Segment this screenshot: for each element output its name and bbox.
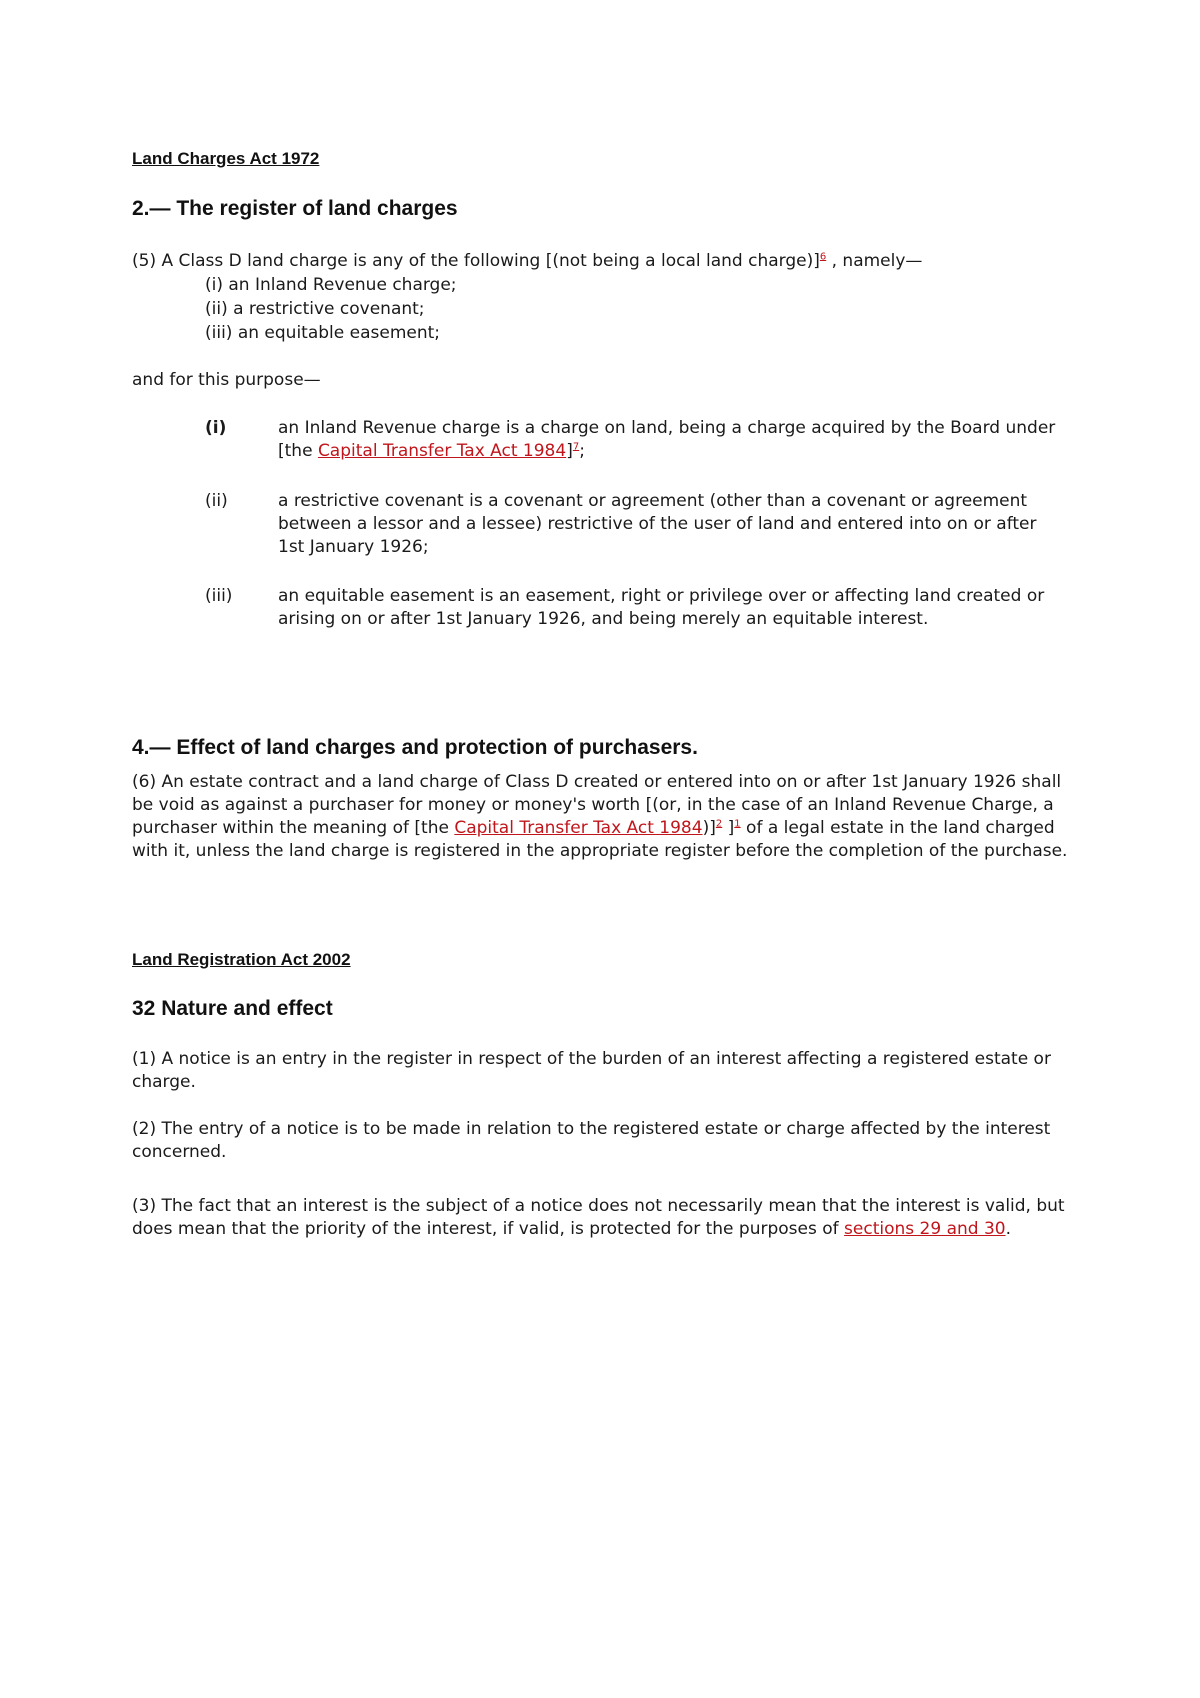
sections-29-30-link[interactable]: sections 29 and 30 [844, 1219, 1006, 1239]
section-32-heading: 32 Nature and effect [132, 997, 333, 1020]
definition-label: (i) [205, 418, 227, 438]
footnote-ref-1[interactable]: 1 [734, 818, 741, 830]
list-item: (iii) an equitable easement; [205, 323, 441, 343]
footnote-ref-2[interactable]: 2 [715, 818, 723, 830]
punctuation: ; [579, 441, 585, 461]
purpose-intro: and for this purpose— [132, 370, 321, 390]
subsection-5 [132, 250, 922, 273]
subsection-2: (2) The entry of a notice is to be made in relation to the registered estate or charge affected by the interest concerned. [132, 1119, 1051, 1162]
section-4-heading: 4.— Effect of land charges and protection of purchasers. [132, 736, 698, 759]
bracket: ] [722, 818, 735, 838]
subsection-1: (1) A notice is an entry in the register in respect of the burden of an interest affecting a registered estate or charge. [132, 1049, 1051, 1092]
act-title-lra: Land Registration Act 2002 [132, 950, 351, 969]
subsection-5-end: , namely— [826, 251, 923, 271]
subsection-6 [132, 771, 1072, 863]
capital-transfer-tax-link[interactable]: Capital Transfer Tax Act 1984 [317, 441, 567, 461]
bracket: )] [702, 818, 716, 838]
list-item: (ii) a restrictive covenant; [205, 299, 425, 319]
subsection-3-text: (3) The fact that an interest is the subject of a notice does not necessarily mean that the interest is valid, but does mean that the priority of the interest, if valid, is protected for the purposes of [132, 1196, 1065, 1239]
punctuation: . [1005, 1219, 1011, 1239]
definition-equitable-easement: an equitable easement is an easement, right or privilege over or affecting land created or arising on or after 1st January 1926, and being merely an equitable interest. [278, 586, 1045, 629]
subsection-5-text: (5) A Class D land charge is any of the following [(not being a local land charge)] [132, 251, 820, 271]
capital-transfer-tax-link-2[interactable]: Capital Transfer Tax Act 1984 [454, 818, 703, 838]
definition-label: (ii) [205, 491, 228, 511]
footnote-ref-7[interactable]: 7 [572, 441, 580, 453]
definition-restrictive-covenant: a restrictive covenant is a covenant or agreement (other than a covenant or agreement between a lessor and a lessee) restrictive of the user of land and entered into on or after 1st January 1926; [278, 491, 1037, 557]
section-2-heading: 2.— The register of land charges [132, 197, 458, 220]
definition-text: an Inland Revenue charge is a charge on land, being a charge acquired by the Board under [the [278, 418, 1056, 461]
definition-inland-revenue [278, 417, 1068, 463]
subsection-6-end: of a legal estate in the land charged with it, unless the land charge is registered in the appropriate register before the completion of the purchase. [132, 818, 1068, 861]
act-title-lca: Land Charges Act 1972 [132, 149, 320, 168]
definition-label: (iii) [205, 586, 233, 606]
list-item: (i) an Inland Revenue charge; [205, 275, 457, 295]
bracket: ] [566, 441, 573, 461]
subsection-6-text: (6) An estate contract and a land charge of Class D created or entered into on or after 1st January 1926 shall be void as against a purchaser for money or money's worth [(or, in the case of an Inland Revenue Charge, a purchaser within the meaning of [the [132, 772, 1062, 838]
subsection-3 [132, 1195, 1072, 1241]
footnote-ref-6[interactable]: 6 [819, 251, 827, 263]
